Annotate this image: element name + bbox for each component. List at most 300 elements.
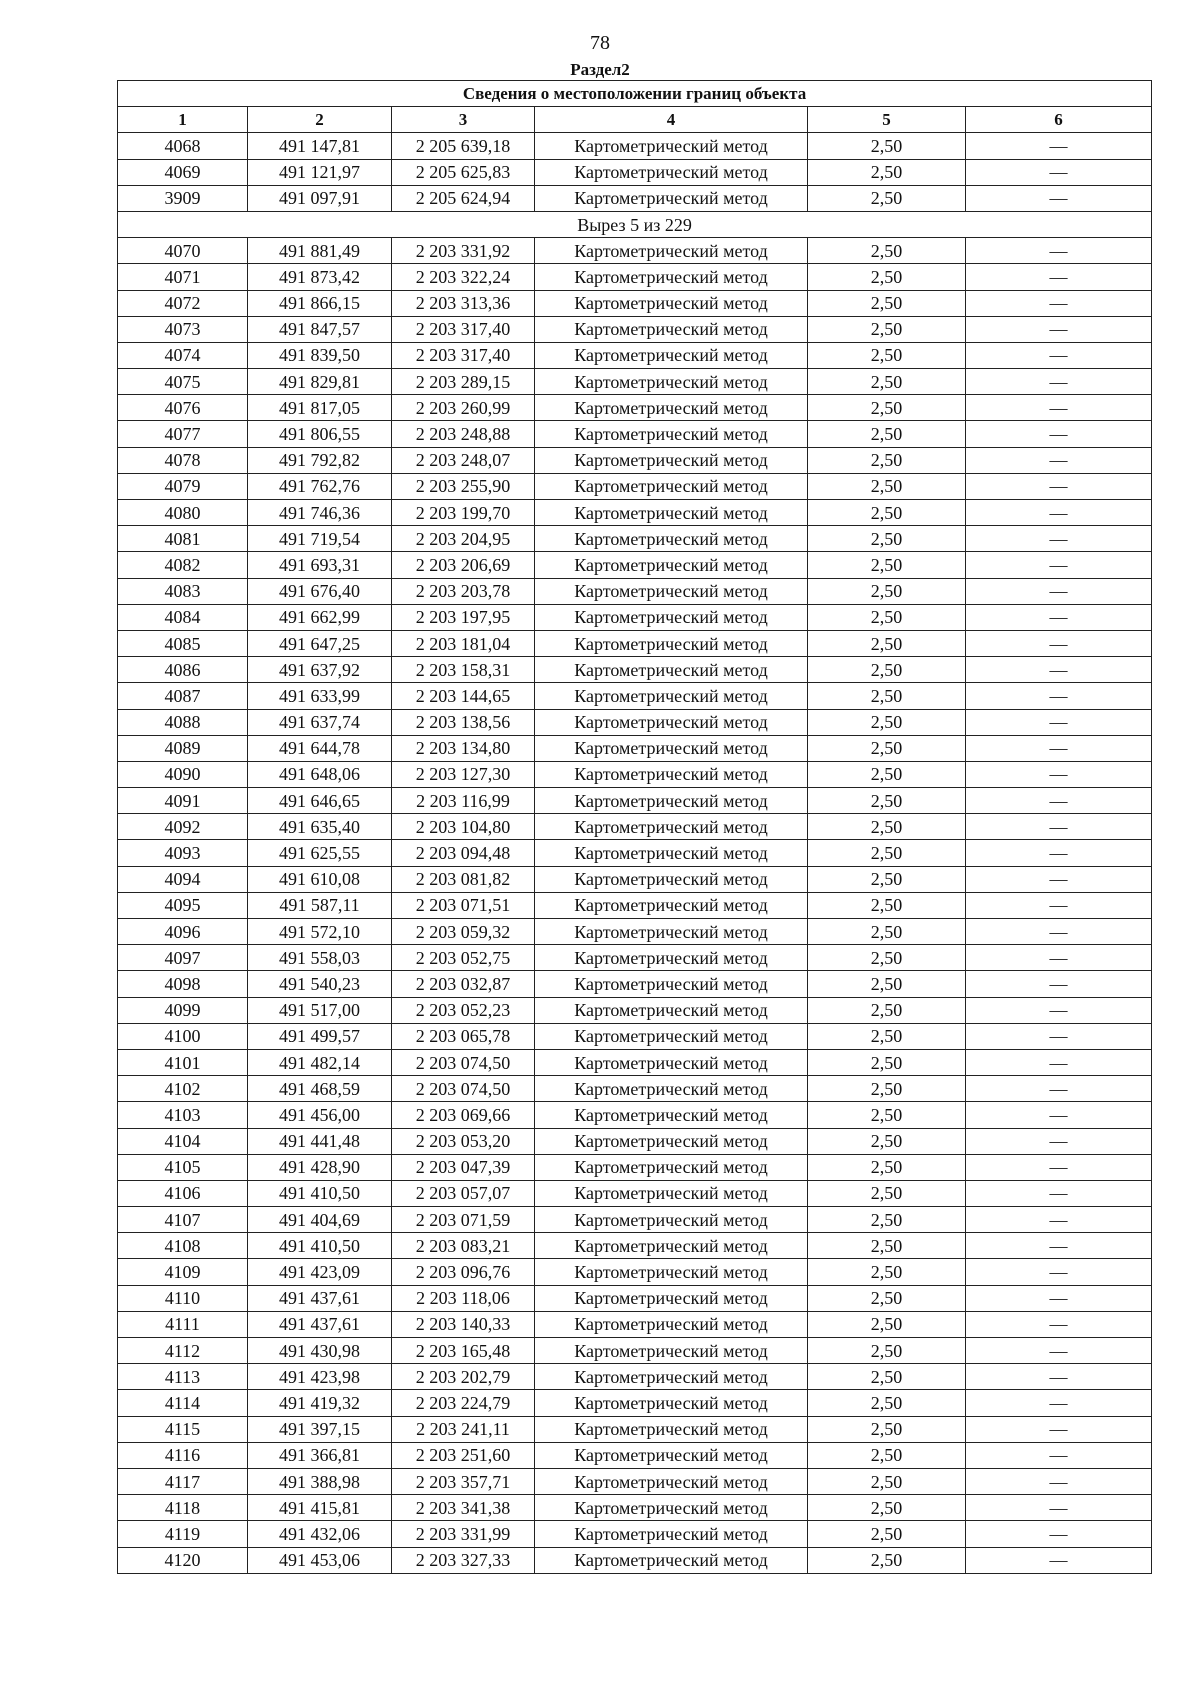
accuracy-cell: 2,50: [808, 1180, 966, 1206]
x-coordinate-cell: 491 097,91: [248, 185, 392, 211]
table-row: [118, 866, 1152, 892]
accuracy-cell: 2,50: [808, 814, 966, 840]
table-row: [118, 1023, 1152, 1049]
description-cell: —: [966, 1442, 1152, 1468]
method-cell: Картометрический метод: [535, 369, 808, 395]
method-cell: Картометрический метод: [535, 1128, 808, 1154]
point-number-cell: 4109: [118, 1259, 248, 1285]
method-cell: Картометрический метод: [535, 1023, 808, 1049]
column-header: 5: [808, 107, 966, 133]
point-number-cell: 4106: [118, 1180, 248, 1206]
point-number-cell: 4084: [118, 604, 248, 630]
point-number-cell: 4116: [118, 1442, 248, 1468]
description-cell: —: [966, 1416, 1152, 1442]
x-coordinate-cell: 491 866,15: [248, 290, 392, 316]
description-cell: —: [966, 1259, 1152, 1285]
method-cell: Картометрический метод: [535, 1285, 808, 1311]
method-cell: Картометрический метод: [535, 1547, 808, 1573]
description-cell: —: [966, 919, 1152, 945]
y-coordinate-cell: 2 203 071,59: [392, 1207, 535, 1233]
method-cell: Картометрический метод: [535, 421, 808, 447]
x-coordinate-cell: 491 410,50: [248, 1233, 392, 1259]
column-header: 2: [248, 107, 392, 133]
y-coordinate-cell: 2 203 331,92: [392, 238, 535, 264]
y-coordinate-cell: 2 203 138,56: [392, 709, 535, 735]
point-number-cell: 4069: [118, 159, 248, 185]
method-cell: Картометрический метод: [535, 866, 808, 892]
description-cell: —: [966, 735, 1152, 761]
column-number-row: [118, 107, 1152, 133]
description-cell: —: [966, 788, 1152, 814]
table-row: [118, 1259, 1152, 1285]
column-header: 6: [966, 107, 1152, 133]
accuracy-cell: 2,50: [808, 1076, 966, 1102]
point-number-cell: 4113: [118, 1364, 248, 1390]
table-row: [118, 369, 1152, 395]
y-coordinate-cell: 2 203 032,87: [392, 971, 535, 997]
description-cell: —: [966, 683, 1152, 709]
accuracy-cell: 2,50: [808, 133, 966, 159]
description-cell: —: [966, 1285, 1152, 1311]
accuracy-cell: 2,50: [808, 290, 966, 316]
table-row: [118, 552, 1152, 578]
point-number-cell: 4097: [118, 945, 248, 971]
method-cell: Картометрический метод: [535, 447, 808, 473]
description-cell: —: [966, 1390, 1152, 1416]
point-number-cell: 4119: [118, 1521, 248, 1547]
table-row: [118, 1311, 1152, 1337]
table-row: [118, 997, 1152, 1023]
point-number-cell: 4103: [118, 1102, 248, 1128]
table-row: [118, 1049, 1152, 1075]
x-coordinate-cell: 491 839,50: [248, 342, 392, 368]
accuracy-cell: 2,50: [808, 1338, 966, 1364]
table-row: [118, 1416, 1152, 1442]
table-row: [118, 421, 1152, 447]
y-coordinate-cell: 2 203 251,60: [392, 1442, 535, 1468]
method-cell: Картометрический метод: [535, 1311, 808, 1337]
description-cell: —: [966, 1495, 1152, 1521]
x-coordinate-cell: 491 719,54: [248, 526, 392, 552]
description-cell: —: [966, 604, 1152, 630]
accuracy-cell: 2,50: [808, 447, 966, 473]
column-header: 3: [392, 107, 535, 133]
accuracy-cell: 2,50: [808, 159, 966, 185]
point-number-cell: 4104: [118, 1128, 248, 1154]
table-row: [118, 238, 1152, 264]
x-coordinate-cell: 491 637,74: [248, 709, 392, 735]
description-cell: —: [966, 552, 1152, 578]
table-body: [118, 133, 1152, 1573]
point-number-cell: 4114: [118, 1390, 248, 1416]
table-row: [118, 1180, 1152, 1206]
x-coordinate-cell: 491 540,23: [248, 971, 392, 997]
table-row: [118, 1154, 1152, 1180]
method-cell: Картометрический метод: [535, 473, 808, 499]
accuracy-cell: 2,50: [808, 552, 966, 578]
point-number-cell: 4082: [118, 552, 248, 578]
cutout-row: [118, 211, 1152, 237]
table-row: [118, 473, 1152, 499]
x-coordinate-cell: 491 572,10: [248, 919, 392, 945]
page-number: 78: [590, 32, 610, 54]
method-cell: Картометрический метод: [535, 1468, 808, 1494]
method-cell: Картометрический метод: [535, 735, 808, 761]
method-cell: Картометрический метод: [535, 997, 808, 1023]
x-coordinate-cell: 491 625,55: [248, 840, 392, 866]
point-number-cell: 4091: [118, 788, 248, 814]
x-coordinate-cell: 491 817,05: [248, 395, 392, 421]
point-number-cell: 4105: [118, 1154, 248, 1180]
table-row: [118, 604, 1152, 630]
point-number-cell: 3909: [118, 185, 248, 211]
y-coordinate-cell: 2 203 331,99: [392, 1521, 535, 1547]
x-coordinate-cell: 491 693,31: [248, 552, 392, 578]
accuracy-cell: 2,50: [808, 735, 966, 761]
description-cell: —: [966, 1233, 1152, 1259]
method-cell: Картометрический метод: [535, 709, 808, 735]
accuracy-cell: 2,50: [808, 1128, 966, 1154]
accuracy-cell: 2,50: [808, 264, 966, 290]
accuracy-cell: 2,50: [808, 604, 966, 630]
x-coordinate-cell: 491 441,48: [248, 1128, 392, 1154]
table-row: [118, 395, 1152, 421]
method-cell: Картометрический метод: [535, 1207, 808, 1233]
table-row: [118, 1338, 1152, 1364]
x-coordinate-cell: 491 587,11: [248, 892, 392, 918]
method-cell: Картометрический метод: [535, 971, 808, 997]
point-number-cell: 4115: [118, 1416, 248, 1442]
y-coordinate-cell: 2 203 181,04: [392, 630, 535, 656]
accuracy-cell: 2,50: [808, 395, 966, 421]
accuracy-cell: 2,50: [808, 997, 966, 1023]
accuracy-cell: 2,50: [808, 473, 966, 499]
y-coordinate-cell: 2 203 289,15: [392, 369, 535, 395]
table-row: [118, 945, 1152, 971]
description-cell: —: [966, 578, 1152, 604]
table-row: [118, 1128, 1152, 1154]
description-cell: —: [966, 997, 1152, 1023]
table-row: [118, 814, 1152, 840]
description-cell: —: [966, 892, 1152, 918]
x-coordinate-cell: 491 147,81: [248, 133, 392, 159]
x-coordinate-cell: 491 453,06: [248, 1547, 392, 1573]
point-number-cell: 4112: [118, 1338, 248, 1364]
table-row: [118, 1233, 1152, 1259]
method-cell: Картометрический метод: [535, 1049, 808, 1075]
y-coordinate-cell: 2 203 057,07: [392, 1180, 535, 1206]
y-coordinate-cell: 2 203 047,39: [392, 1154, 535, 1180]
table-row: [118, 683, 1152, 709]
table-row: [118, 1495, 1152, 1521]
x-coordinate-cell: 491 829,81: [248, 369, 392, 395]
y-coordinate-cell: 2 203 094,48: [392, 840, 535, 866]
y-coordinate-cell: 2 203 341,38: [392, 1495, 535, 1521]
accuracy-cell: 2,50: [808, 1495, 966, 1521]
y-coordinate-cell: 2 205 625,83: [392, 159, 535, 185]
x-coordinate-cell: 491 646,65: [248, 788, 392, 814]
method-cell: Картометрический метод: [535, 657, 808, 683]
point-number-cell: 4088: [118, 709, 248, 735]
x-coordinate-cell: 491 635,40: [248, 814, 392, 840]
x-coordinate-cell: 491 423,98: [248, 1364, 392, 1390]
description-cell: —: [966, 473, 1152, 499]
x-coordinate-cell: 491 762,76: [248, 473, 392, 499]
description-cell: —: [966, 1180, 1152, 1206]
y-coordinate-cell: 2 203 224,79: [392, 1390, 535, 1416]
table-row: [118, 1468, 1152, 1494]
point-number-cell: 4090: [118, 761, 248, 787]
accuracy-cell: 2,50: [808, 709, 966, 735]
description-cell: —: [966, 447, 1152, 473]
x-coordinate-cell: 491 430,98: [248, 1338, 392, 1364]
point-number-cell: 4107: [118, 1207, 248, 1233]
method-cell: Картометрический метод: [535, 238, 808, 264]
accuracy-cell: 2,50: [808, 578, 966, 604]
y-coordinate-cell: 2 203 096,76: [392, 1259, 535, 1285]
table-row: [118, 709, 1152, 735]
description-cell: —: [966, 709, 1152, 735]
point-number-cell: 4074: [118, 342, 248, 368]
y-coordinate-cell: 2 203 104,80: [392, 814, 535, 840]
x-coordinate-cell: 491 873,42: [248, 264, 392, 290]
accuracy-cell: 2,50: [808, 892, 966, 918]
accuracy-cell: 2,50: [808, 657, 966, 683]
y-coordinate-cell: 2 203 199,70: [392, 500, 535, 526]
table-row: [118, 185, 1152, 211]
point-number-cell: 4077: [118, 421, 248, 447]
accuracy-cell: 2,50: [808, 1102, 966, 1128]
y-coordinate-cell: 2 203 203,78: [392, 578, 535, 604]
point-number-cell: 4108: [118, 1233, 248, 1259]
description-cell: —: [966, 761, 1152, 787]
x-coordinate-cell: 491 456,00: [248, 1102, 392, 1128]
description-cell: —: [966, 630, 1152, 656]
x-coordinate-cell: 491 746,36: [248, 500, 392, 526]
method-cell: Картометрический метод: [535, 1416, 808, 1442]
x-coordinate-cell: 491 437,61: [248, 1311, 392, 1337]
y-coordinate-cell: 2 203 206,69: [392, 552, 535, 578]
description-cell: —: [966, 316, 1152, 342]
description-cell: —: [966, 185, 1152, 211]
description-cell: —: [966, 945, 1152, 971]
x-coordinate-cell: 491 517,00: [248, 997, 392, 1023]
x-coordinate-cell: 491 637,92: [248, 657, 392, 683]
table-row: [118, 1364, 1152, 1390]
point-number-cell: 4120: [118, 1547, 248, 1573]
point-number-cell: 4071: [118, 264, 248, 290]
table-row: [118, 133, 1152, 159]
table-row: [118, 788, 1152, 814]
point-number-cell: 4073: [118, 316, 248, 342]
y-coordinate-cell: 2 203 255,90: [392, 473, 535, 499]
point-number-cell: 4110: [118, 1285, 248, 1311]
point-number-cell: 4070: [118, 238, 248, 264]
point-number-cell: 4068: [118, 133, 248, 159]
boundary-coordinates-table: [117, 80, 1152, 1574]
method-cell: Картометрический метод: [535, 500, 808, 526]
method-cell: Картометрический метод: [535, 395, 808, 421]
y-coordinate-cell: 2 203 248,88: [392, 421, 535, 447]
table-row: [118, 919, 1152, 945]
method-cell: Картометрический метод: [535, 1495, 808, 1521]
x-coordinate-cell: 491 499,57: [248, 1023, 392, 1049]
x-coordinate-cell: 491 423,09: [248, 1259, 392, 1285]
point-number-cell: 4095: [118, 892, 248, 918]
point-number-cell: 4099: [118, 997, 248, 1023]
x-coordinate-cell: 491 558,03: [248, 945, 392, 971]
accuracy-cell: 2,50: [808, 1547, 966, 1573]
method-cell: Картометрический метод: [535, 1102, 808, 1128]
point-number-cell: 4087: [118, 683, 248, 709]
description-cell: —: [966, 342, 1152, 368]
description-cell: —: [966, 1154, 1152, 1180]
x-coordinate-cell: 491 647,25: [248, 630, 392, 656]
y-coordinate-cell: 2 203 248,07: [392, 447, 535, 473]
description-cell: —: [966, 971, 1152, 997]
description-cell: —: [966, 1023, 1152, 1049]
point-number-cell: 4075: [118, 369, 248, 395]
point-number-cell: 4080: [118, 500, 248, 526]
x-coordinate-cell: 491 676,40: [248, 578, 392, 604]
point-number-cell: 4083: [118, 578, 248, 604]
y-coordinate-cell: 2 203 322,24: [392, 264, 535, 290]
x-coordinate-cell: 491 397,15: [248, 1416, 392, 1442]
y-coordinate-cell: 2 203 158,31: [392, 657, 535, 683]
description-cell: —: [966, 1311, 1152, 1337]
accuracy-cell: 2,50: [808, 1442, 966, 1468]
y-coordinate-cell: 2 203 074,50: [392, 1076, 535, 1102]
table-row: [118, 1076, 1152, 1102]
y-coordinate-cell: 2 203 197,95: [392, 604, 535, 630]
point-number-cell: 4101: [118, 1049, 248, 1075]
y-coordinate-cell: 2 203 052,75: [392, 945, 535, 971]
y-coordinate-cell: 2 203 204,95: [392, 526, 535, 552]
accuracy-cell: 2,50: [808, 1311, 966, 1337]
table-row: [118, 500, 1152, 526]
accuracy-cell: 2,50: [808, 971, 966, 997]
y-coordinate-cell: 2 205 639,18: [392, 133, 535, 159]
description-cell: —: [966, 1049, 1152, 1075]
method-cell: Картометрический метод: [535, 1521, 808, 1547]
table-caption: Сведения о местоположении границ объекта: [118, 81, 1152, 107]
table-row: [118, 1285, 1152, 1311]
y-coordinate-cell: 2 203 134,80: [392, 735, 535, 761]
y-coordinate-cell: 2 203 065,78: [392, 1023, 535, 1049]
x-coordinate-cell: 491 432,06: [248, 1521, 392, 1547]
y-coordinate-cell: 2 203 165,48: [392, 1338, 535, 1364]
method-cell: Картометрический метод: [535, 1180, 808, 1206]
point-number-cell: 4111: [118, 1311, 248, 1337]
table-row: [118, 1547, 1152, 1573]
section-title: Раздел2: [570, 60, 630, 79]
method-cell: Картометрический метод: [535, 945, 808, 971]
x-coordinate-cell: 491 437,61: [248, 1285, 392, 1311]
point-number-cell: 4096: [118, 919, 248, 945]
description-cell: —: [966, 814, 1152, 840]
x-coordinate-cell: 491 792,82: [248, 447, 392, 473]
description-cell: —: [966, 369, 1152, 395]
point-number-cell: 4102: [118, 1076, 248, 1102]
table-row: [118, 761, 1152, 787]
y-coordinate-cell: 2 203 241,11: [392, 1416, 535, 1442]
cutout-label: Вырез 5 из 229: [118, 211, 1152, 237]
x-coordinate-cell: 491 415,81: [248, 1495, 392, 1521]
description-cell: —: [966, 526, 1152, 552]
point-number-cell: 4085: [118, 630, 248, 656]
y-coordinate-cell: 2 203 069,66: [392, 1102, 535, 1128]
x-coordinate-cell: 491 468,59: [248, 1076, 392, 1102]
description-cell: —: [966, 133, 1152, 159]
accuracy-cell: 2,50: [808, 1154, 966, 1180]
method-cell: Картометрический метод: [535, 1233, 808, 1259]
column-header: 4: [535, 107, 808, 133]
table-row: [118, 159, 1152, 185]
table-row: [118, 735, 1152, 761]
method-cell: Картометрический метод: [535, 1076, 808, 1102]
accuracy-cell: 2,50: [808, 945, 966, 971]
y-coordinate-cell: 2 203 127,30: [392, 761, 535, 787]
accuracy-cell: 2,50: [808, 1390, 966, 1416]
x-coordinate-cell: 491 662,99: [248, 604, 392, 630]
method-cell: Картометрический метод: [535, 1338, 808, 1364]
y-coordinate-cell: 2 203 317,40: [392, 316, 535, 342]
point-number-cell: 4117: [118, 1468, 248, 1494]
x-coordinate-cell: 491 428,90: [248, 1154, 392, 1180]
point-number-cell: 4079: [118, 473, 248, 499]
method-cell: Картометрический метод: [535, 526, 808, 552]
x-coordinate-cell: 491 881,49: [248, 238, 392, 264]
description-cell: —: [966, 1338, 1152, 1364]
x-coordinate-cell: 491 806,55: [248, 421, 392, 447]
method-cell: Картометрический метод: [535, 159, 808, 185]
method-cell: Картометрический метод: [535, 919, 808, 945]
x-coordinate-cell: 491 121,97: [248, 159, 392, 185]
method-cell: Картометрический метод: [535, 578, 808, 604]
point-number-cell: 4094: [118, 866, 248, 892]
table-row: [118, 1102, 1152, 1128]
x-coordinate-cell: 491 633,99: [248, 683, 392, 709]
method-cell: Картометрический метод: [535, 788, 808, 814]
point-number-cell: 4093: [118, 840, 248, 866]
table-row: [118, 578, 1152, 604]
description-cell: —: [966, 500, 1152, 526]
accuracy-cell: 2,50: [808, 185, 966, 211]
method-cell: Картометрический метод: [535, 316, 808, 342]
method-cell: Картометрический метод: [535, 290, 808, 316]
table-row: [118, 1390, 1152, 1416]
accuracy-cell: 2,50: [808, 238, 966, 264]
y-coordinate-cell: 2 203 202,79: [392, 1364, 535, 1390]
y-coordinate-cell: 2 203 317,40: [392, 342, 535, 368]
accuracy-cell: 2,50: [808, 1233, 966, 1259]
description-cell: —: [966, 1468, 1152, 1494]
description-cell: —: [966, 421, 1152, 447]
accuracy-cell: 2,50: [808, 316, 966, 342]
table-caption-row: [118, 81, 1152, 107]
method-cell: Картометрический метод: [535, 1259, 808, 1285]
point-number-cell: 4072: [118, 290, 248, 316]
accuracy-cell: 2,50: [808, 866, 966, 892]
description-cell: —: [966, 1521, 1152, 1547]
point-number-cell: 4118: [118, 1495, 248, 1521]
table-row: [118, 630, 1152, 656]
method-cell: Картометрический метод: [535, 264, 808, 290]
x-coordinate-cell: 491 610,08: [248, 866, 392, 892]
description-cell: —: [966, 657, 1152, 683]
method-cell: Картометрический метод: [535, 1364, 808, 1390]
accuracy-cell: 2,50: [808, 1049, 966, 1075]
